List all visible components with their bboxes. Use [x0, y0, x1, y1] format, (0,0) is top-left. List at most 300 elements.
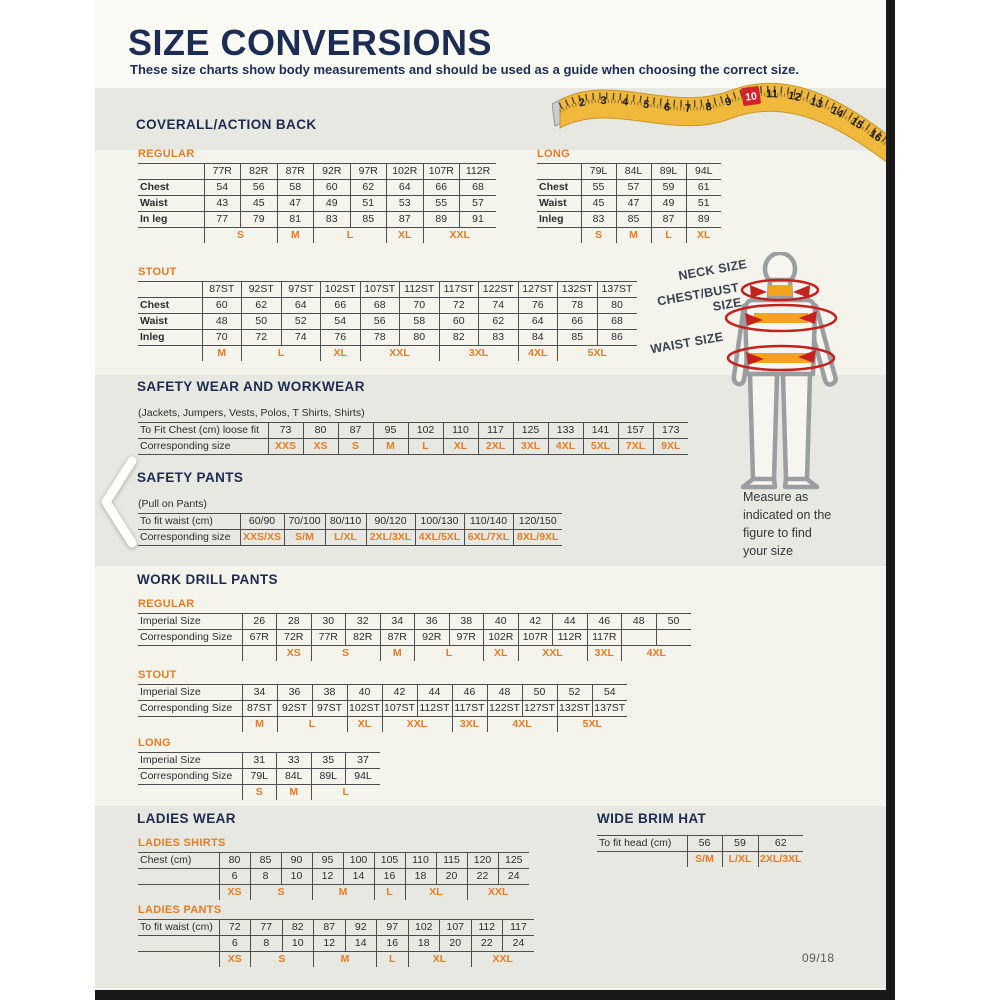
size-group-label: S/M — [687, 852, 722, 868]
size-group-label: XXL — [518, 646, 587, 662]
size-cell: 87 — [338, 423, 373, 439]
size-cell: 56 — [241, 180, 278, 196]
size-cell: M — [373, 439, 408, 455]
size-cell: 48 — [622, 614, 657, 630]
size-cell: 80/110 — [325, 514, 366, 530]
size-cell: 107ST — [382, 701, 417, 717]
size-cell: 72R — [277, 630, 312, 646]
size-cell: 16 — [377, 936, 409, 952]
size-group-label: XS — [219, 952, 251, 968]
size-cell: 52 — [281, 314, 321, 330]
size-group-label: XS — [277, 646, 312, 662]
size-group-label: M — [277, 785, 312, 801]
page-subtitle: These size charts show body measurements and should be used as a guide when choosing the correct size. — [130, 62, 799, 77]
size-cell: 91 — [460, 212, 497, 228]
size-cell: 79L — [242, 769, 277, 785]
group-spacer — [597, 852, 687, 868]
size-cell: 112 — [471, 920, 503, 936]
row-label: Chest (cm) — [138, 853, 219, 869]
figure-right-leg — [783, 374, 810, 480]
size-cell: 64 — [281, 298, 321, 314]
row-label: Waist — [138, 314, 202, 330]
size-cell: 137ST — [592, 701, 627, 717]
size-cell: 79 — [241, 212, 278, 228]
measure-caption: Measure as indicated on the figure to find your size — [743, 490, 832, 559]
row-label — [138, 869, 219, 885]
size-cell: 78 — [558, 298, 598, 314]
table-sublabel: LADIES PANTS — [138, 904, 222, 916]
size-cell: 34 — [242, 685, 277, 701]
group-spacer — [138, 717, 242, 733]
size-cell: 122ST — [479, 282, 519, 298]
size-group-label: XS — [219, 885, 250, 901]
size-cell: 66 — [321, 298, 361, 314]
size-cell: 62 — [350, 180, 387, 196]
size-cell: 36 — [415, 614, 450, 630]
size-cell: 132ST — [558, 282, 598, 298]
size-cell: 77R — [311, 630, 346, 646]
size-cell: 87ST — [242, 701, 277, 717]
figure-left-foot — [743, 479, 775, 487]
wide-brim-hat-table — [597, 835, 803, 867]
size-cell: 89L — [311, 769, 346, 785]
chevron-left-icon[interactable] — [96, 453, 140, 551]
section-ladies-wear: LADIES WEAR — [137, 811, 236, 826]
size-cell: 132ST — [557, 701, 592, 717]
table-sublabel: LONG — [138, 737, 171, 749]
neck-size-label: NECK SIZE — [677, 257, 749, 283]
size-cell: 87 — [387, 212, 424, 228]
size-cell: 77 — [251, 920, 283, 936]
size-cell: 80 — [400, 330, 440, 346]
size-cell: 62 — [479, 314, 519, 330]
size-cell: 77R — [204, 164, 241, 180]
row-label — [138, 164, 204, 180]
coverall-regular-table — [138, 148, 496, 243]
size-cell: 94L — [686, 164, 721, 180]
size-cell: 30 — [311, 614, 346, 630]
size-cell: 120 — [467, 853, 498, 869]
size-cell: 84L — [616, 164, 651, 180]
row-label — [138, 936, 219, 952]
size-group-label: 4XL — [487, 717, 557, 733]
size-table-safety-wear — [138, 422, 688, 455]
size-cell: 127ST — [518, 282, 558, 298]
size-cell: 53 — [387, 196, 424, 212]
size-cell: 89L — [651, 164, 686, 180]
size-cell: 62 — [242, 298, 282, 314]
size-cell: 89 — [686, 212, 721, 228]
size-cell: 107 — [440, 920, 472, 936]
row-label: Imperial Size — [138, 753, 242, 769]
size-cell: 18 — [405, 869, 436, 885]
drill-stout-table — [138, 669, 627, 732]
size-cell: 55 — [581, 180, 616, 196]
size-cell: 50 — [242, 314, 282, 330]
size-cell: 97R — [449, 630, 484, 646]
row-label: Corresponding size — [138, 530, 240, 546]
size-cell: 76 — [518, 298, 558, 314]
size-cell: 60/90 — [240, 514, 284, 530]
size-cell: 67R — [242, 630, 277, 646]
size-cell — [656, 630, 691, 646]
size-cell: 122ST — [487, 701, 522, 717]
size-cell: 112R — [460, 164, 497, 180]
size-cell: 16 — [374, 869, 405, 885]
size-group-label: XL — [347, 717, 382, 733]
row-label: Chest — [537, 180, 581, 196]
size-group-label: S — [581, 228, 616, 244]
size-cell: 12 — [312, 869, 343, 885]
page-title: SIZE CONVERSIONS — [128, 22, 493, 63]
size-cell: 117 — [478, 423, 513, 439]
size-cell: 2XL/3XL — [366, 530, 415, 546]
table-sublabel: LADIES SHIRTS — [138, 837, 226, 849]
size-cell: 102ST — [347, 701, 382, 717]
size-cell: 64 — [387, 180, 424, 196]
size-cell: 82 — [439, 330, 479, 346]
section-work-drill-pants: WORK DRILL PANTS — [137, 572, 278, 587]
size-cell: 83 — [314, 212, 351, 228]
row-label: To Fit Chest (cm) loose fit — [138, 423, 268, 439]
section-wide-brim-hat: WIDE BRIM HAT — [597, 811, 707, 826]
size-cell: 115 — [436, 853, 467, 869]
size-cell: 79L — [581, 164, 616, 180]
size-cell: 85 — [250, 853, 281, 869]
size-cell: 81 — [277, 212, 314, 228]
safety-pants-table — [138, 498, 562, 546]
size-group-label: L/XL — [722, 852, 758, 868]
size-cell: 95 — [373, 423, 408, 439]
size-cell: 85 — [558, 330, 598, 346]
tape-numbers-left: 2 3 4 5 6 7 8 9 — [577, 94, 734, 115]
group-spacer — [138, 346, 202, 362]
size-cell: 58 — [400, 314, 440, 330]
table-sublabel: REGULAR — [138, 598, 195, 610]
size-cell: 45 — [581, 196, 616, 212]
row-label: In leg — [138, 212, 204, 228]
size-cell: XL — [443, 439, 478, 455]
size-cell: 112ST — [417, 701, 452, 717]
page-edge-bottom — [95, 990, 895, 1000]
size-cell: 82 — [282, 920, 314, 936]
size-cell: L/XL — [325, 530, 366, 546]
size-cell: 125 — [513, 423, 548, 439]
size-cell: 28 — [277, 614, 312, 630]
size-group-label: M — [314, 952, 377, 968]
size-table-drill-stout — [138, 684, 627, 732]
size-cell: 66 — [558, 314, 598, 330]
waist-size-label: WAIST SIZE — [649, 329, 725, 357]
size-group-label: 3XL — [439, 346, 518, 362]
size-cell: 48 — [487, 685, 522, 701]
size-group-label: S — [311, 646, 380, 662]
size-cell: 46 — [452, 685, 487, 701]
size-cell: 40 — [347, 685, 382, 701]
size-cell: 3XL — [513, 439, 548, 455]
group-spacer — [537, 228, 581, 244]
size-group-label: L — [242, 346, 321, 362]
size-cell: 70 — [400, 298, 440, 314]
size-cell: 74 — [479, 298, 519, 314]
size-cell: 5XL — [583, 439, 618, 455]
size-group-label: 2XL/3XL — [758, 852, 803, 868]
size-cell: 48 — [202, 314, 242, 330]
figure-right-foot — [785, 479, 817, 487]
size-cell: 10 — [282, 936, 314, 952]
size-group-label: XXL — [471, 952, 534, 968]
size-cell: 54 — [321, 314, 361, 330]
coverall-long-table — [537, 148, 721, 243]
size-cell: 70 — [202, 330, 242, 346]
row-label: To fit head (cm) — [597, 836, 687, 852]
size-cell: 73 — [268, 423, 303, 439]
size-cell: 92R — [314, 164, 351, 180]
group-spacer — [138, 228, 204, 244]
size-cell: 94L — [346, 769, 381, 785]
table-note: (Jackets, Jumpers, Vests, Polos, T Shirts, Shirts) — [138, 407, 365, 419]
size-group-label: M — [616, 228, 651, 244]
table-sublabel: STOUT — [138, 266, 177, 278]
size-cell: 54 — [592, 685, 627, 701]
ladies-pants-table — [138, 904, 534, 967]
size-cell: 2XL — [478, 439, 513, 455]
size-table-hat — [597, 835, 803, 867]
size-cell: 173 — [653, 423, 688, 439]
size-cell: 102 — [408, 423, 443, 439]
size-group-label — [242, 646, 277, 662]
size-cell: 24 — [498, 869, 529, 885]
svg-text:10: 10 — [744, 90, 758, 104]
size-cell: 74 — [281, 330, 321, 346]
size-cell: 95 — [312, 853, 343, 869]
size-cell: 87R — [380, 630, 415, 646]
size-group-label: L — [374, 885, 405, 901]
size-cell: 68 — [360, 298, 400, 314]
tape-numbers-right: 11 12 13 14 15 16 — [766, 88, 884, 145]
size-cell: 22 — [471, 936, 503, 952]
group-spacer — [138, 952, 219, 968]
size-cell: 49 — [314, 196, 351, 212]
size-cell: 8 — [251, 936, 283, 952]
size-cell: 82R — [346, 630, 381, 646]
size-cell: 8XL/9XL — [513, 530, 562, 546]
section-safety-pants: SAFETY PANTS — [137, 470, 244, 485]
row-label: Imperial Size — [138, 685, 242, 701]
size-cell: 4XL — [548, 439, 583, 455]
size-cell: 92ST — [277, 701, 312, 717]
row-label: To fit waist (cm) — [138, 514, 240, 530]
size-cell: 110/140 — [464, 514, 513, 530]
size-cell: 110 — [405, 853, 436, 869]
size-cell: 37 — [346, 753, 381, 769]
size-cell: 54 — [204, 180, 241, 196]
size-cell: 82R — [241, 164, 278, 180]
size-cell: XS — [303, 439, 338, 455]
size-cell: 35 — [311, 753, 346, 769]
size-cell: 60 — [202, 298, 242, 314]
size-cell: 46 — [587, 614, 622, 630]
size-cell: 80 — [219, 853, 250, 869]
ladies-shirts-table — [138, 837, 529, 900]
size-group-label: M — [312, 885, 374, 901]
size-group-label: XXL — [467, 885, 529, 901]
size-cell: 64 — [518, 314, 558, 330]
size-cell: 20 — [436, 869, 467, 885]
size-cell: 102 — [408, 920, 440, 936]
size-cell: 80 — [303, 423, 338, 439]
size-cell: 117R — [587, 630, 622, 646]
size-cell: 42 — [518, 614, 553, 630]
size-cell: 90 — [281, 853, 312, 869]
row-label: Inleg — [138, 330, 202, 346]
size-cell: 107R — [423, 164, 460, 180]
size-cell: 6XL/7XL — [464, 530, 513, 546]
size-cell: 107R — [518, 630, 553, 646]
size-cell: 6 — [219, 936, 251, 952]
size-cell: XXS/XS — [240, 530, 284, 546]
size-table-ladies-shirts — [138, 852, 529, 900]
size-cell: 24 — [503, 936, 535, 952]
table-note: (Pull on Pants) — [138, 498, 207, 510]
row-label: Corresponding Size — [138, 769, 242, 785]
row-label — [537, 164, 581, 180]
size-group-label: L — [651, 228, 686, 244]
tape-highlight-10 — [741, 86, 761, 106]
size-table-safety-pants — [138, 513, 562, 546]
coverall-stout-table — [138, 266, 637, 361]
size-cell: 18 — [408, 936, 440, 952]
size-group-label: 5XL — [557, 717, 627, 733]
size-cell: 84L — [277, 769, 312, 785]
size-cell: 59 — [651, 180, 686, 196]
size-cell: 14 — [345, 936, 377, 952]
size-cell: 33 — [277, 753, 312, 769]
size-cell: 26 — [242, 614, 277, 630]
size-group-label: M — [202, 346, 242, 362]
size-cell: 105 — [374, 853, 405, 869]
size-cell: 31 — [242, 753, 277, 769]
size-cell: 38 — [449, 614, 484, 630]
size-cell: 92R — [415, 630, 450, 646]
page-footer-date: 09/18 — [802, 951, 835, 965]
size-cell: 42 — [382, 685, 417, 701]
size-group-label: XL — [408, 952, 471, 968]
size-cell: 10 — [281, 869, 312, 885]
size-cell: 97R — [350, 164, 387, 180]
size-group-label: L — [277, 717, 347, 733]
size-cell: 72 — [439, 298, 479, 314]
size-cell: 8 — [250, 869, 281, 885]
size-cell: 50 — [656, 614, 691, 630]
row-label: Inleg — [537, 212, 581, 228]
size-cell: 125 — [498, 853, 529, 869]
size-group-label: XL — [686, 228, 721, 244]
size-cell: 52 — [557, 685, 592, 701]
size-cell: 97 — [377, 920, 409, 936]
size-table-coverall-stout — [138, 281, 637, 361]
row-label: Imperial Size — [138, 614, 242, 630]
size-cell: S/M — [284, 530, 325, 546]
size-group-label: L — [314, 228, 387, 244]
size-cell: 100 — [343, 853, 374, 869]
size-cell: 110 — [443, 423, 478, 439]
size-cell: 32 — [346, 614, 381, 630]
size-cell: 100/130 — [415, 514, 464, 530]
size-table-coverall-long — [537, 163, 721, 243]
size-cell: 78 — [360, 330, 400, 346]
size-group-label: XXL — [423, 228, 496, 244]
size-cell: 38 — [312, 685, 347, 701]
size-group-label: M — [380, 646, 415, 662]
size-cell: 83 — [479, 330, 519, 346]
size-cell: 133 — [548, 423, 583, 439]
size-cell: 70/100 — [284, 514, 325, 530]
size-cell: 112R — [553, 630, 588, 646]
size-cell: 55 — [423, 196, 460, 212]
size-cell: 56 — [360, 314, 400, 330]
size-cell: 102R — [387, 164, 424, 180]
size-cell: 51 — [686, 196, 721, 212]
size-cell: 102R — [484, 630, 519, 646]
drill-long-table — [138, 737, 380, 800]
size-cell: 22 — [467, 869, 498, 885]
size-group-label: 5XL — [558, 346, 637, 362]
table-sublabel: REGULAR — [138, 148, 195, 160]
size-cell: 83 — [581, 212, 616, 228]
size-cell: 4XL/5XL — [415, 530, 464, 546]
size-cell: S — [338, 439, 373, 455]
size-cell — [622, 630, 657, 646]
size-group-label: M — [277, 228, 314, 244]
size-table-coverall-regular — [138, 163, 496, 243]
size-cell: 76 — [321, 330, 361, 346]
size-cell: 14 — [343, 869, 374, 885]
page-edge-right — [886, 0, 895, 1000]
row-label: To fit waist (cm) — [138, 920, 219, 936]
size-cell: 112ST — [400, 282, 440, 298]
size-cell: 117ST — [452, 701, 487, 717]
size-group-label: L — [415, 646, 484, 662]
size-cell: 60 — [314, 180, 351, 196]
size-cell: 60 — [439, 314, 479, 330]
size-cell: 97ST — [281, 282, 321, 298]
size-group-label: XXL — [360, 346, 439, 362]
neck-band — [768, 285, 792, 296]
size-cell: 97ST — [312, 701, 347, 717]
size-group-label: 3XL — [452, 717, 487, 733]
size-cell: 50 — [522, 685, 557, 701]
figure-left-leg — [750, 374, 777, 480]
size-group-label: XXL — [382, 717, 452, 733]
size-cell: L — [408, 439, 443, 455]
row-label: Chest — [138, 180, 204, 196]
size-cell: 85 — [616, 212, 651, 228]
size-cell: 72 — [219, 920, 251, 936]
size-cell: 90/120 — [366, 514, 415, 530]
size-cell: 85 — [350, 212, 387, 228]
size-cell: 120/150 — [513, 514, 562, 530]
size-group-label: L — [311, 785, 380, 801]
size-cell: 77 — [204, 212, 241, 228]
size-cell: 66 — [423, 180, 460, 196]
size-group-label: 3XL — [587, 646, 622, 662]
row-label: Waist — [138, 196, 204, 212]
size-group-label: S — [242, 785, 277, 801]
size-cell: 72 — [242, 330, 282, 346]
size-cell: 43 — [204, 196, 241, 212]
size-group-label: L — [377, 952, 409, 968]
